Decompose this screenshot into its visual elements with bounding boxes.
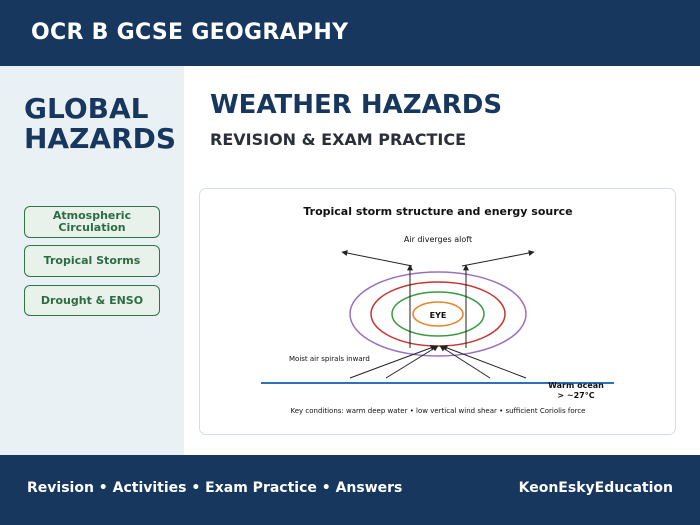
- topic-button-label: Tropical Storms: [43, 254, 141, 267]
- inflow-arrow-4: [442, 346, 526, 378]
- header-bar: [0, 0, 700, 66]
- label-eye: EYE: [429, 311, 447, 320]
- page-title: WEATHER HAZARDS: [210, 90, 503, 120]
- topic-button-drought-enso[interactable]: [24, 285, 160, 316]
- sidebar-title-line2: HAZARDS: [24, 122, 177, 155]
- footer-bar: [0, 455, 700, 525]
- footer-tagline: Revision • Activities • Exam Practice • Answers: [27, 480, 403, 496]
- outflow-arrow-right: [462, 252, 534, 266]
- topic-button-tropical-storms[interactable]: [24, 245, 160, 277]
- topic-button-label-line1: Atmospheric: [52, 209, 132, 222]
- topic-button-label-line2: Circulation: [58, 221, 126, 234]
- diagram-title: Tropical storm structure and energy source: [303, 205, 573, 218]
- label-warm-ocean: Warm ocean: [548, 381, 604, 390]
- diagram-caption: Key conditions: warm deep water • low vertical wind shear • sufficient Coriolis force: [290, 407, 586, 415]
- footer-brand: KeonEskyEducation: [518, 480, 673, 496]
- outflow-arrow-left: [342, 252, 412, 266]
- sidebar: [0, 66, 184, 455]
- sidebar-title-line1: GLOBAL: [24, 92, 149, 125]
- sidebar-title: [24, 94, 176, 154]
- topic-button-label: Drought & ENSO: [40, 293, 144, 307]
- label-moist-air: Moist air spirals inward: [289, 355, 370, 363]
- topic-button-atmospheric-circulation[interactable]: [24, 206, 160, 238]
- storm-diagram-card: [199, 188, 676, 435]
- page-subtitle: REVISION & EXAM PRACTICE: [210, 130, 466, 149]
- label-ocean-temp: > ~27°C: [557, 391, 595, 400]
- storm-diagram: [200, 189, 677, 436]
- header-title: OCR B GCSE GEOGRAPHY: [31, 20, 349, 45]
- label-air-diverges: Air diverges aloft: [403, 235, 473, 244]
